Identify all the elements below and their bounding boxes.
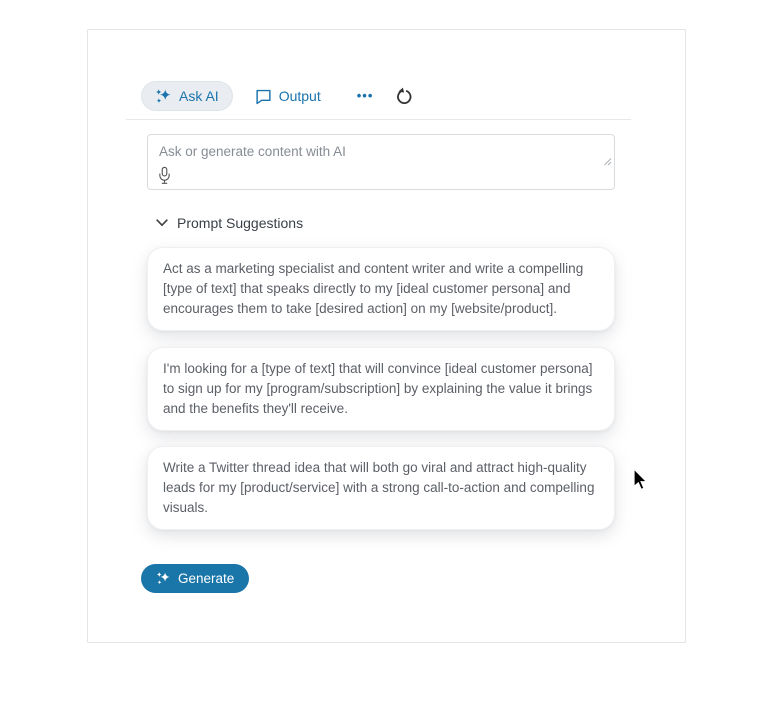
more-options-button[interactable]: [357, 81, 374, 111]
tab-ask-ai[interactable]: [141, 81, 233, 111]
prompt-input[interactable]: [148, 135, 614, 189]
tab-ask-ai-label: Ask AI: [179, 88, 219, 104]
sparkles-icon: [156, 571, 171, 586]
composer: [147, 134, 615, 190]
textarea-resize-handle[interactable]: [603, 157, 612, 166]
ellipsis-icon: •••: [356, 88, 374, 103]
generate-button-label: Generate: [178, 571, 235, 586]
sparkles-icon: [155, 88, 172, 105]
tab-output-label: Output: [278, 88, 321, 104]
suggestion-card[interactable]: Act as a marketing specialist and content writer and write a compelling [type of text] that speaks directly to my [ideal customer persona] and encourages them to take [desired action] on my [website/product].: [147, 247, 615, 331]
suggestion-card[interactable]: Write a Twitter thread idea that will both go viral and attract high-quality leads for my [product/service] with a strong call-to-action and compelling visuals.: [147, 446, 615, 530]
toolbar: [141, 81, 414, 111]
refresh-button[interactable]: [395, 87, 414, 106]
toolbar-divider: [126, 119, 631, 120]
tab-output[interactable]: [241, 81, 335, 111]
ai-assistant-panel: [87, 29, 686, 643]
generate-button[interactable]: [141, 564, 249, 593]
comment-icon: [255, 88, 272, 105]
microphone-button[interactable]: [158, 166, 171, 185]
chevron-down-icon: [156, 219, 168, 227]
prompt-suggestions-label: Prompt Suggestions: [177, 215, 304, 231]
refresh-icon: [395, 87, 414, 106]
suggestion-card[interactable]: I'm looking for a [type of text] that will convince [ideal customer persona] to sign up for my [program/subscription] by explaining the value it brings and the benefits they'll receive.: [147, 347, 615, 431]
prompt-suggestions-toggle[interactable]: [156, 215, 303, 231]
